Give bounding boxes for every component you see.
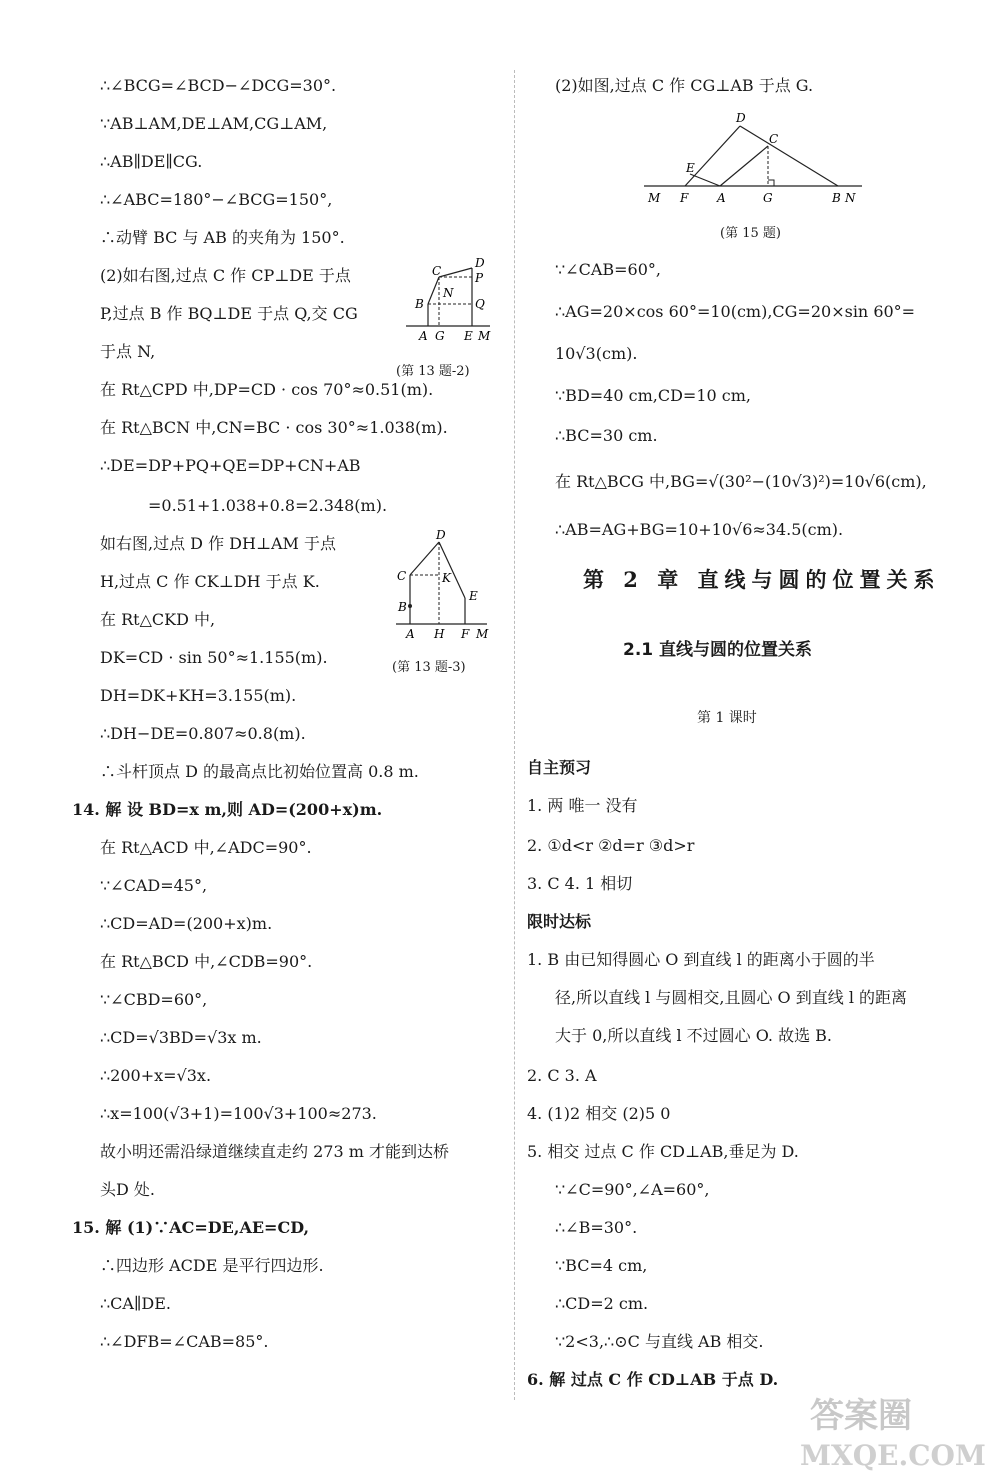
watermark-text: 答案圈 — [810, 1396, 912, 1436]
problem-6: 6. 解 过点 C 作 CD⊥AB 于点 D. — [527, 1370, 779, 1389]
text-line: 10√3(cm). — [555, 344, 638, 363]
text-line: ∵2<3,∴⊙C 与直线 AB 相交. — [555, 1332, 764, 1351]
column-divider — [514, 70, 515, 1400]
label-B: B — [832, 191, 841, 205]
text-line: 在 Rt△CPD 中,DP=CD · cos 70°≈0.51(m). — [100, 380, 434, 399]
label-C: C — [397, 569, 407, 583]
label-E: E — [469, 589, 478, 603]
label-D: D — [475, 256, 485, 270]
label-P: P — [475, 271, 484, 285]
text-line: ∴DH−DE=0.807≈0.8(m). — [100, 724, 306, 743]
text-line: ∴DE=DP+PQ+QE=DP+CN+AB — [100, 456, 361, 475]
label-A: A — [717, 191, 726, 205]
text-line: ∵∠C=90°,∠A=60°, — [555, 1180, 710, 1199]
label-B: B — [398, 600, 407, 614]
text-line: 在 Rt△BCG 中,BG=√(30²−(10√3)²)=10√6(cm), — [555, 472, 927, 491]
answer-line: 2. C 3. A — [527, 1066, 597, 1085]
text-line: ∴∠B=30°. — [555, 1218, 638, 1237]
text-line: 在 Rt△CKD 中, — [100, 610, 216, 629]
figure-13-2 — [400, 255, 495, 350]
watermark-logo — [770, 1385, 1000, 1472]
text-line: DK=CD · sin 50°≈1.155(m). — [100, 648, 328, 667]
section-title: 2.1 直线与圆的位置关系 — [623, 640, 813, 660]
text-line: (2)如图,过点 C 作 CG⊥AB 于点 G. — [555, 76, 814, 95]
label-A: A — [419, 329, 428, 343]
label-H: H — [434, 627, 445, 640]
text-line: ∴∠BCG=∠BCD−∠DCG=30°. — [100, 76, 337, 95]
text-line: (2)如右图,过点 C 作 CP⊥DE 于点 — [100, 266, 351, 285]
text-line: 在 Rt△BCN 中,CN=BC · cos 30°≈1.038(m). — [100, 418, 448, 437]
text-line: ∴x=100(√3+1)=100√3+100≈273. — [100, 1104, 377, 1123]
figure-caption: (第 13 题-3) — [392, 660, 466, 675]
text-line: ∴BC=30 cm. — [555, 426, 658, 445]
section-heading-practice: 限时达标 — [527, 912, 592, 931]
answer-line: 2. ①d<r ②d=r ③d>r — [527, 836, 695, 855]
answer-line: 1. B 由已知得圆心 O 到直线 l 的距离小于圆的半 — [527, 950, 875, 969]
watermark-url: MXQE.COM — [800, 1439, 986, 1472]
text-line: DH=DK+KH=3.155(m). — [100, 686, 297, 705]
label-C: C — [432, 264, 442, 278]
label-N: N — [845, 191, 856, 205]
text-line: 于点 N, — [100, 342, 156, 361]
text-line: ∴AG=20×cos 60°=10(cm),CG=20×sin 60°= — [555, 302, 916, 321]
text-line: ∵AB⊥AM,DE⊥AM,CG⊥AM, — [100, 114, 328, 133]
text-line: ∵BD=40 cm,CD=10 cm, — [555, 386, 751, 405]
problem-15: 15. 解 (1)∵AC=DE,AE=CD, — [72, 1218, 310, 1237]
label-G: G — [435, 329, 445, 343]
text-line: ∴动臂 BC 与 AB 的夹角为 150°. — [100, 228, 345, 247]
text-line: 在 Rt△BCD 中,∠CDB=90°. — [100, 952, 313, 971]
problem-14: 14. 解 设 BD=x m,则 AD=(200+x)m. — [72, 800, 383, 819]
lesson-title: 第 1 课时 — [697, 710, 757, 726]
answer-line: 径,所以直线 l 与圆相交,且圆心 O 到直线 l 的距离 — [555, 988, 908, 1007]
text-line: ∵∠CAD=45°, — [100, 876, 208, 895]
answer-line: 5. 相交 过点 C 作 CD⊥AB,垂足为 D. — [527, 1142, 799, 1161]
text-line: ∵BC=4 cm, — [555, 1256, 648, 1275]
label-N: N — [443, 286, 454, 300]
text-line: 故小明还需沿绿道继续直走约 273 m 才能到达桥 — [100, 1142, 449, 1161]
answer-line: 大于 0,所以直线 l 不过圆心 O. 故选 B. — [555, 1026, 833, 1045]
text-line: ∴AB=AG+BG=10+10√6≈34.5(cm). — [555, 520, 844, 539]
label-F: F — [461, 627, 470, 640]
text-line: ∴∠ABC=180°−∠BCG=150°, — [100, 190, 333, 209]
label-E: E — [464, 329, 473, 343]
label-K: K — [442, 571, 451, 585]
text-line: ∴CA∥DE. — [100, 1294, 171, 1313]
label-D: D — [436, 530, 446, 542]
text-line: ∴∠DFB=∠CAB=85°. — [100, 1332, 269, 1351]
figure-caption: (第 15 题) — [720, 226, 781, 241]
text-line: ∴CD=2 cm. — [555, 1294, 649, 1313]
text-line: ∴CD=AD=(200+x)m. — [100, 914, 273, 933]
text-line: ∴AB∥DE∥CG. — [100, 152, 203, 171]
text-line: ∴200+x=√3x. — [100, 1066, 212, 1085]
text-line: ∵∠CBD=60°, — [100, 990, 208, 1009]
label-A: A — [406, 627, 415, 640]
text-line: P,过点 B 作 BQ⊥DE 于点 Q,交 CG — [100, 304, 358, 323]
text-line: ∴四边形 ACDE 是平行四边形. — [100, 1256, 324, 1275]
answer-line: 3. C 4. 1 相切 — [527, 874, 633, 893]
answer-line: 4. (1)2 相交 (2)5 0 — [527, 1104, 671, 1123]
label-G: G — [763, 191, 773, 205]
text-line: H,过点 C 作 CK⊥DH 于点 K. — [100, 572, 320, 591]
label-Q: Q — [475, 297, 485, 311]
text-line: ∴CD=√3BD=√3x m. — [100, 1028, 262, 1047]
label-B: B — [415, 297, 424, 311]
text-line: ∴斗杆顶点 D 的最高点比初始位置高 0.8 m. — [100, 762, 419, 781]
text-line: 头D 处. — [100, 1180, 156, 1199]
label-M: M — [648, 191, 661, 205]
answer-line: 1. 两 唯一 没有 — [527, 796, 638, 815]
text-line: 如右图,过点 D 作 DH⊥AM 于点 — [100, 534, 337, 553]
figure-13-3 — [392, 530, 492, 640]
section-heading-preview: 自主预习 — [527, 758, 592, 777]
label-C: C — [769, 132, 779, 146]
chapter-title: 第 2 章 直线与圆的位置关系 — [583, 567, 941, 592]
label-E: E — [686, 161, 695, 175]
text-line: ∵∠CAB=60°, — [555, 260, 661, 279]
figure-15 — [640, 110, 865, 210]
label-M: M — [478, 329, 491, 343]
text-line: 在 Rt△ACD 中,∠ADC=90°. — [100, 838, 312, 857]
label-M: M — [476, 627, 489, 640]
label-D: D — [736, 111, 746, 125]
figure-caption: (第 13 题-2) — [396, 364, 470, 379]
text-line: =0.51+1.038+0.8=2.348(m). — [148, 496, 388, 515]
label-F: F — [680, 191, 689, 205]
